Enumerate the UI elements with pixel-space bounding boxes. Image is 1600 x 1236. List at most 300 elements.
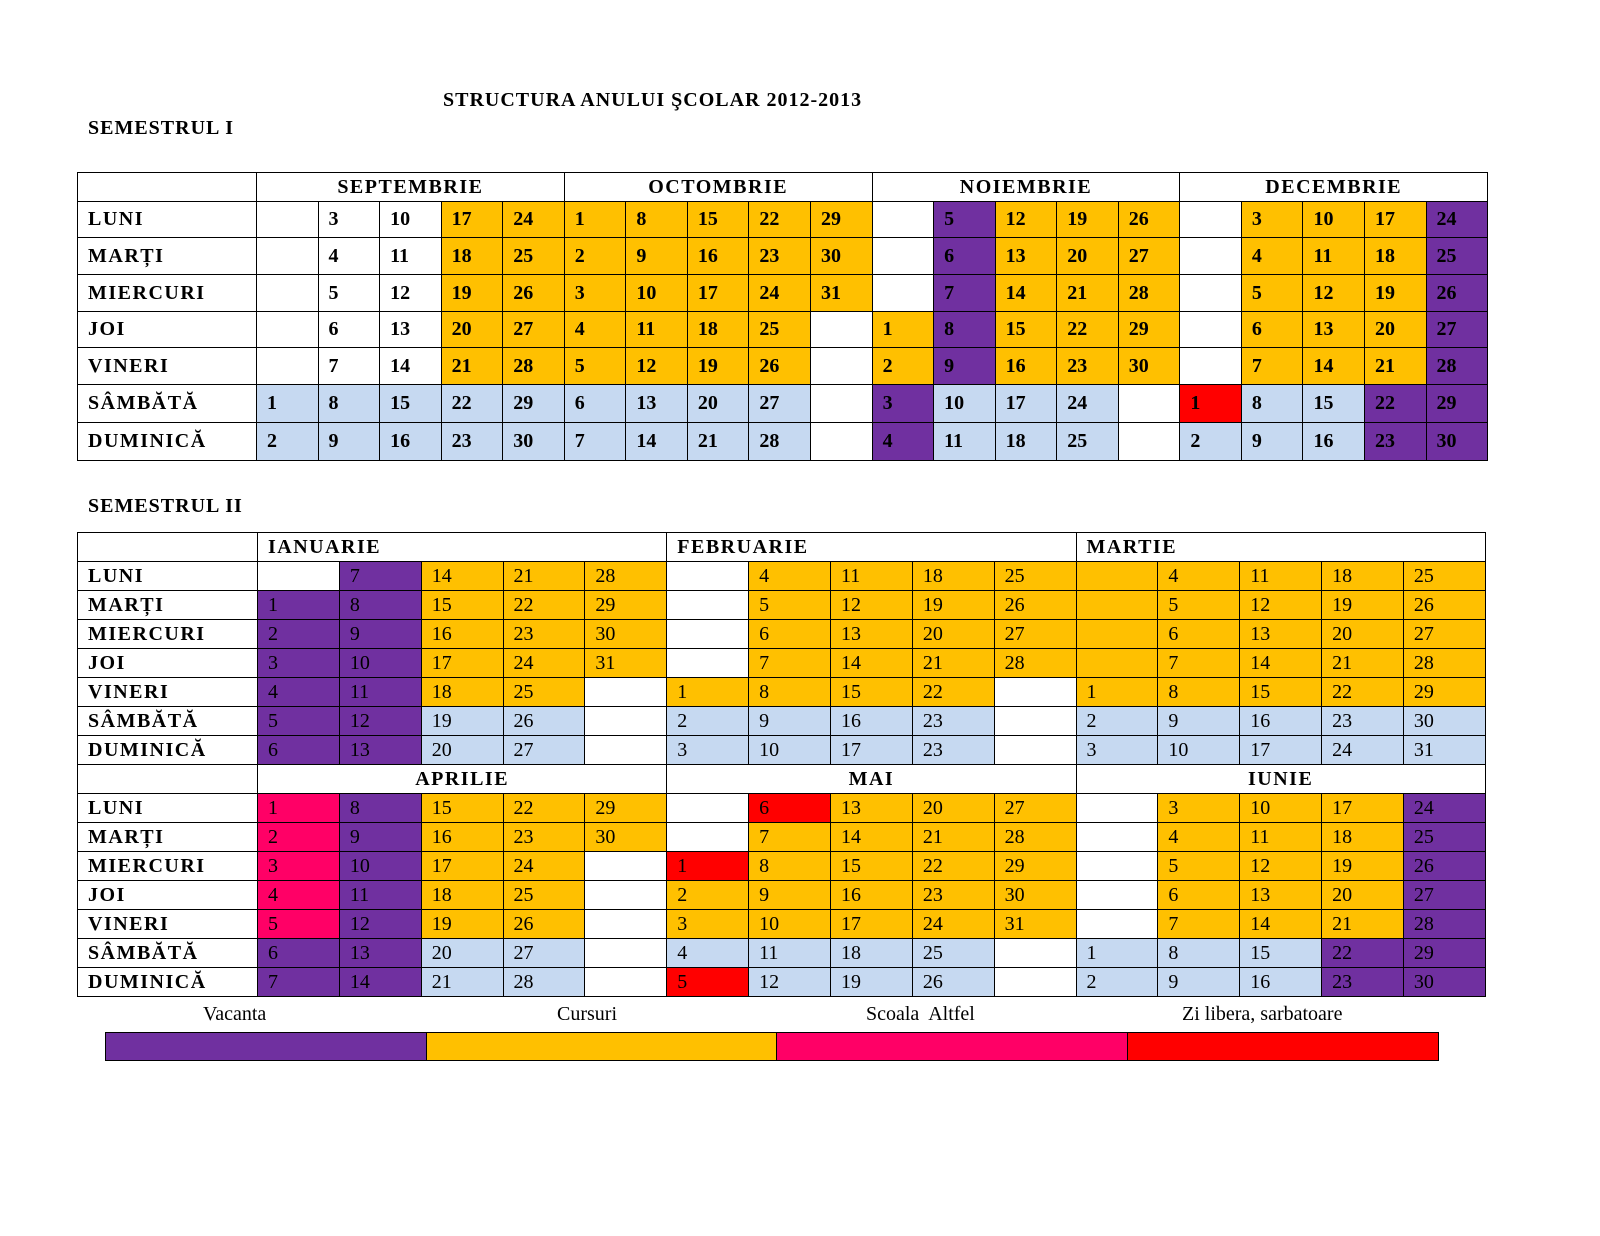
date-cell: 10 — [626, 275, 688, 312]
date-cell: 28 — [994, 823, 1076, 852]
date-cell: 16 — [830, 707, 912, 736]
day-label: LUNI — [78, 202, 257, 238]
date-cell: 19 — [421, 910, 503, 939]
date-cell: 19 — [687, 348, 749, 385]
date-cell: 21 — [1057, 275, 1119, 312]
date-cell — [1180, 312, 1242, 348]
date-cell: 30 — [810, 238, 872, 275]
date-cell: 9 — [626, 238, 688, 275]
date-cell: 6 — [258, 939, 340, 968]
date-cell: 20 — [1322, 620, 1404, 649]
date-cell: 11 — [626, 312, 688, 348]
date-cell: 7 — [934, 275, 996, 312]
date-cell — [1076, 649, 1158, 678]
date-cell — [257, 202, 319, 238]
date-cell: 7 — [749, 649, 831, 678]
legend-label-scoala-altfel: Scoala Altfel — [866, 1003, 975, 1025]
date-cell: 16 — [1303, 423, 1365, 461]
date-cell: 2 — [1076, 968, 1158, 997]
date-cell: 3 — [258, 852, 340, 881]
date-cell: 26 — [1426, 275, 1488, 312]
date-cell: 30 — [994, 881, 1076, 910]
date-cell: 10 — [339, 649, 421, 678]
date-cell: 4 — [258, 678, 340, 707]
date-cell: 9 — [749, 881, 831, 910]
date-cell: 25 — [1426, 238, 1488, 275]
date-cell: 3 — [667, 910, 749, 939]
date-cell: 16 — [687, 238, 749, 275]
date-cell — [585, 939, 667, 968]
date-cell: 14 — [421, 562, 503, 591]
date-cell: 17 — [1240, 736, 1322, 765]
date-cell: 5 — [1158, 852, 1240, 881]
date-cell — [1076, 881, 1158, 910]
date-cell — [1180, 202, 1242, 238]
month-header: MAI — [667, 765, 1076, 794]
date-cell: 16 — [1240, 707, 1322, 736]
date-cell: 28 — [1118, 275, 1180, 312]
date-cell — [257, 238, 319, 275]
date-cell: 6 — [1158, 881, 1240, 910]
date-cell: 4 — [1241, 238, 1303, 275]
date-cell: 13 — [995, 238, 1057, 275]
date-cell: 18 — [1322, 562, 1404, 591]
date-cell — [1118, 423, 1180, 461]
date-cell: 4 — [667, 939, 749, 968]
date-cell: 24 — [503, 202, 565, 238]
date-cell: 30 — [1118, 348, 1180, 385]
date-cell: 23 — [912, 707, 994, 736]
date-cell: 19 — [421, 707, 503, 736]
date-cell: 1 — [1076, 678, 1158, 707]
date-cell: 25 — [503, 678, 585, 707]
legend-label-cursuri: Cursuri — [557, 1003, 617, 1025]
date-cell: 2 — [564, 238, 626, 275]
date-cell: 26 — [503, 707, 585, 736]
month-header: IUNIE — [1076, 765, 1485, 794]
date-cell: 7 — [339, 562, 421, 591]
date-cell: 12 — [1240, 591, 1322, 620]
date-cell: 1 — [257, 385, 319, 423]
date-cell: 21 — [912, 823, 994, 852]
date-cell: 7 — [1158, 910, 1240, 939]
date-cell: 29 — [810, 202, 872, 238]
date-cell: 5 — [318, 275, 380, 312]
date-cell: 13 — [339, 736, 421, 765]
day-label: JOI — [78, 312, 257, 348]
date-cell: 16 — [380, 423, 442, 461]
date-cell: 3 — [1241, 202, 1303, 238]
date-cell: 22 — [1364, 385, 1426, 423]
day-label: VINERI — [78, 348, 257, 385]
date-cell: 12 — [1240, 852, 1322, 881]
date-cell: 29 — [994, 852, 1076, 881]
date-cell — [585, 910, 667, 939]
date-cell: 2 — [667, 881, 749, 910]
date-cell — [667, 823, 749, 852]
date-cell: 30 — [1403, 707, 1485, 736]
semester-2-label: SEMESTRUL II — [88, 495, 243, 517]
date-cell: 17 — [687, 275, 749, 312]
date-cell: 1 — [564, 202, 626, 238]
date-cell: 27 — [994, 794, 1076, 823]
date-cell: 21 — [441, 348, 503, 385]
date-cell: 23 — [441, 423, 503, 461]
date-cell: 23 — [912, 881, 994, 910]
date-cell: 13 — [626, 385, 688, 423]
date-cell: 11 — [1303, 238, 1365, 275]
date-cell: 22 — [1057, 312, 1119, 348]
date-cell: 18 — [912, 562, 994, 591]
header-corner — [78, 173, 257, 202]
date-cell: 11 — [339, 881, 421, 910]
date-cell: 11 — [1240, 823, 1322, 852]
date-cell: 14 — [1240, 910, 1322, 939]
date-cell — [1076, 910, 1158, 939]
date-cell: 10 — [339, 852, 421, 881]
date-cell: 15 — [1303, 385, 1365, 423]
date-cell: 31 — [810, 275, 872, 312]
date-cell: 29 — [503, 385, 565, 423]
date-cell: 28 — [994, 649, 1076, 678]
date-cell: 22 — [749, 202, 811, 238]
date-cell: 15 — [380, 385, 442, 423]
date-cell: 20 — [1057, 238, 1119, 275]
month-header: SEPTEMBRIE — [257, 173, 565, 202]
date-cell: 14 — [339, 968, 421, 997]
date-cell: 22 — [441, 385, 503, 423]
date-cell: 26 — [503, 275, 565, 312]
legend-swatch-vacanta — [105, 1032, 428, 1061]
date-cell: 25 — [1403, 562, 1485, 591]
date-cell: 3 — [667, 736, 749, 765]
date-cell: 3 — [872, 385, 934, 423]
date-cell — [994, 939, 1076, 968]
date-cell: 30 — [585, 823, 667, 852]
date-cell: 22 — [1322, 939, 1404, 968]
legend-swatch-scoala-altfel — [776, 1032, 1129, 1061]
date-cell: 17 — [421, 649, 503, 678]
date-cell: 22 — [503, 794, 585, 823]
date-cell — [257, 348, 319, 385]
date-cell: 27 — [749, 385, 811, 423]
date-cell: 27 — [503, 939, 585, 968]
date-cell: 16 — [995, 348, 1057, 385]
day-label: SÂMBĂTĂ — [78, 939, 258, 968]
date-cell: 19 — [1364, 275, 1426, 312]
semester-1-label: SEMESTRUL I — [88, 117, 235, 139]
date-cell: 18 — [421, 678, 503, 707]
date-cell: 1 — [667, 852, 749, 881]
day-label: VINERI — [78, 910, 258, 939]
date-cell: 8 — [626, 202, 688, 238]
date-cell: 2 — [667, 707, 749, 736]
date-cell: 18 — [687, 312, 749, 348]
date-cell: 18 — [995, 423, 1057, 461]
date-cell — [994, 968, 1076, 997]
date-cell: 19 — [1322, 852, 1404, 881]
date-cell: 14 — [995, 275, 1057, 312]
date-cell — [1180, 238, 1242, 275]
date-cell: 31 — [1403, 736, 1485, 765]
date-cell: 23 — [1057, 348, 1119, 385]
date-cell: 15 — [421, 794, 503, 823]
date-cell: 26 — [994, 591, 1076, 620]
date-cell — [585, 852, 667, 881]
date-cell: 4 — [318, 238, 380, 275]
date-cell: 9 — [1158, 707, 1240, 736]
day-label: DUMINICĂ — [78, 968, 258, 997]
date-cell: 7 — [749, 823, 831, 852]
date-cell: 3 — [258, 649, 340, 678]
date-cell: 8 — [1241, 385, 1303, 423]
date-cell — [667, 620, 749, 649]
date-cell: 26 — [912, 968, 994, 997]
date-cell — [810, 423, 872, 461]
date-cell: 9 — [1241, 423, 1303, 461]
date-cell: 1 — [258, 591, 340, 620]
date-cell — [667, 591, 749, 620]
semester-1-calendar — [77, 172, 1488, 461]
date-cell: 21 — [1322, 910, 1404, 939]
date-cell: 20 — [421, 939, 503, 968]
date-cell: 12 — [995, 202, 1057, 238]
date-cell: 20 — [912, 794, 994, 823]
date-cell: 4 — [749, 562, 831, 591]
legend-swatch-cursuri — [426, 1032, 778, 1061]
date-cell: 16 — [421, 620, 503, 649]
date-cell: 1 — [872, 312, 934, 348]
date-cell: 18 — [1364, 238, 1426, 275]
date-cell: 15 — [830, 678, 912, 707]
date-cell: 17 — [830, 736, 912, 765]
date-cell: 12 — [626, 348, 688, 385]
date-cell: 2 — [872, 348, 934, 385]
date-cell: 13 — [830, 794, 912, 823]
date-cell: 10 — [1303, 202, 1365, 238]
date-cell: 23 — [503, 620, 585, 649]
date-cell: 6 — [318, 312, 380, 348]
date-cell: 9 — [749, 707, 831, 736]
date-cell: 13 — [830, 620, 912, 649]
date-cell: 19 — [912, 591, 994, 620]
date-cell: 25 — [749, 312, 811, 348]
date-cell: 21 — [687, 423, 749, 461]
date-cell: 7 — [564, 423, 626, 461]
date-cell: 16 — [421, 823, 503, 852]
date-cell: 7 — [1241, 348, 1303, 385]
date-cell: 10 — [934, 385, 996, 423]
date-cell: 8 — [749, 852, 831, 881]
month-header: APRILIE — [258, 765, 667, 794]
date-cell: 5 — [564, 348, 626, 385]
day-label: JOI — [78, 881, 258, 910]
date-cell: 28 — [1403, 910, 1485, 939]
date-cell: 28 — [503, 968, 585, 997]
date-cell: 17 — [830, 910, 912, 939]
date-cell — [585, 736, 667, 765]
date-cell — [994, 678, 1076, 707]
date-cell — [1076, 823, 1158, 852]
date-cell: 13 — [1240, 881, 1322, 910]
date-cell — [1180, 275, 1242, 312]
date-cell: 26 — [1403, 852, 1485, 881]
date-cell — [1180, 348, 1242, 385]
date-cell: 28 — [585, 562, 667, 591]
date-cell: 5 — [1158, 591, 1240, 620]
date-cell: 29 — [1403, 678, 1485, 707]
date-cell — [872, 202, 934, 238]
month-header: MARTIE — [1076, 533, 1485, 562]
date-cell: 28 — [503, 348, 565, 385]
date-cell — [872, 238, 934, 275]
date-cell: 1 — [258, 794, 340, 823]
date-cell: 1 — [1076, 939, 1158, 968]
date-cell: 11 — [830, 562, 912, 591]
date-cell: 5 — [258, 910, 340, 939]
date-cell: 8 — [934, 312, 996, 348]
date-cell: 4 — [258, 881, 340, 910]
date-cell: 9 — [934, 348, 996, 385]
date-cell: 26 — [749, 348, 811, 385]
date-cell: 30 — [585, 620, 667, 649]
date-cell: 4 — [564, 312, 626, 348]
date-cell: 21 — [503, 562, 585, 591]
date-cell: 23 — [912, 736, 994, 765]
date-cell: 21 — [421, 968, 503, 997]
day-label: SÂMBĂTĂ — [78, 707, 258, 736]
date-cell: 23 — [1322, 968, 1404, 997]
day-label: MARȚI — [78, 238, 257, 275]
day-label: MARȚI — [78, 591, 258, 620]
day-label: MIERCURI — [78, 620, 258, 649]
date-cell: 9 — [1158, 968, 1240, 997]
date-cell: 16 — [830, 881, 912, 910]
legend-swatch-zi-libera — [1127, 1032, 1439, 1061]
date-cell: 19 — [1322, 591, 1404, 620]
date-cell: 24 — [1426, 202, 1488, 238]
date-cell: 13 — [339, 939, 421, 968]
date-cell — [585, 707, 667, 736]
date-cell — [585, 881, 667, 910]
date-cell: 16 — [1240, 968, 1322, 997]
header-corner — [78, 533, 258, 562]
date-cell: 27 — [994, 620, 1076, 649]
date-cell: 25 — [994, 562, 1076, 591]
date-cell: 11 — [1240, 562, 1322, 591]
date-cell: 27 — [1403, 881, 1485, 910]
date-cell: 15 — [1240, 939, 1322, 968]
date-cell: 24 — [912, 910, 994, 939]
date-cell: 25 — [503, 238, 565, 275]
date-cell: 6 — [749, 620, 831, 649]
date-cell: 20 — [421, 736, 503, 765]
date-cell: 26 — [1118, 202, 1180, 238]
date-cell: 22 — [912, 678, 994, 707]
date-cell: 2 — [258, 620, 340, 649]
month-header: DECEMBRIE — [1180, 173, 1488, 202]
date-cell: 25 — [1057, 423, 1119, 461]
date-cell — [1076, 591, 1158, 620]
date-cell: 10 — [749, 910, 831, 939]
date-cell: 25 — [912, 939, 994, 968]
date-cell: 1 — [1180, 385, 1242, 423]
date-cell — [810, 348, 872, 385]
date-cell: 19 — [1057, 202, 1119, 238]
day-label: DUMINICĂ — [78, 423, 257, 461]
date-cell: 13 — [380, 312, 442, 348]
date-cell: 27 — [503, 312, 565, 348]
date-cell: 31 — [994, 910, 1076, 939]
date-cell: 15 — [995, 312, 1057, 348]
date-cell: 29 — [1426, 385, 1488, 423]
date-cell: 7 — [1158, 649, 1240, 678]
date-cell: 24 — [749, 275, 811, 312]
date-cell: 19 — [830, 968, 912, 997]
date-cell: 8 — [1158, 939, 1240, 968]
semester-2-calendar — [77, 532, 1486, 997]
date-cell: 8 — [318, 385, 380, 423]
date-cell: 18 — [830, 939, 912, 968]
date-cell: 5 — [934, 202, 996, 238]
date-cell: 26 — [503, 910, 585, 939]
date-cell: 25 — [503, 881, 585, 910]
date-cell: 24 — [503, 852, 585, 881]
day-label: LUNI — [78, 794, 258, 823]
day-label: MIERCURI — [78, 852, 258, 881]
header-corner — [78, 765, 258, 794]
date-cell: 11 — [380, 238, 442, 275]
date-cell: 5 — [258, 707, 340, 736]
date-cell: 12 — [1303, 275, 1365, 312]
date-cell: 27 — [1118, 238, 1180, 275]
date-cell: 23 — [1364, 423, 1426, 461]
date-cell: 17 — [1364, 202, 1426, 238]
date-cell: 20 — [912, 620, 994, 649]
date-cell: 12 — [380, 275, 442, 312]
date-cell: 6 — [1241, 312, 1303, 348]
date-cell: 14 — [1303, 348, 1365, 385]
date-cell: 11 — [934, 423, 996, 461]
date-cell: 14 — [380, 348, 442, 385]
date-cell: 22 — [503, 591, 585, 620]
day-label: MIERCURI — [78, 275, 257, 312]
date-cell: 8 — [339, 794, 421, 823]
page-title: STRUCTURA ANULUI ŞCOLAR 2012-2013 — [443, 89, 863, 111]
date-cell: 21 — [912, 649, 994, 678]
date-cell: 6 — [934, 238, 996, 275]
date-cell: 19 — [441, 275, 503, 312]
date-cell: 28 — [749, 423, 811, 461]
date-cell: 21 — [1364, 348, 1426, 385]
date-cell: 14 — [626, 423, 688, 461]
date-cell: 11 — [749, 939, 831, 968]
date-cell: 6 — [564, 385, 626, 423]
date-cell — [667, 562, 749, 591]
date-cell: 15 — [421, 591, 503, 620]
date-cell — [872, 275, 934, 312]
date-cell: 5 — [667, 968, 749, 997]
date-cell: 8 — [1158, 678, 1240, 707]
date-cell: 28 — [1426, 348, 1488, 385]
date-cell: 12 — [339, 707, 421, 736]
date-cell: 4 — [1158, 562, 1240, 591]
date-cell: 20 — [1364, 312, 1426, 348]
date-cell: 29 — [585, 794, 667, 823]
date-cell: 2 — [1076, 707, 1158, 736]
date-cell — [585, 968, 667, 997]
date-cell: 27 — [1403, 620, 1485, 649]
